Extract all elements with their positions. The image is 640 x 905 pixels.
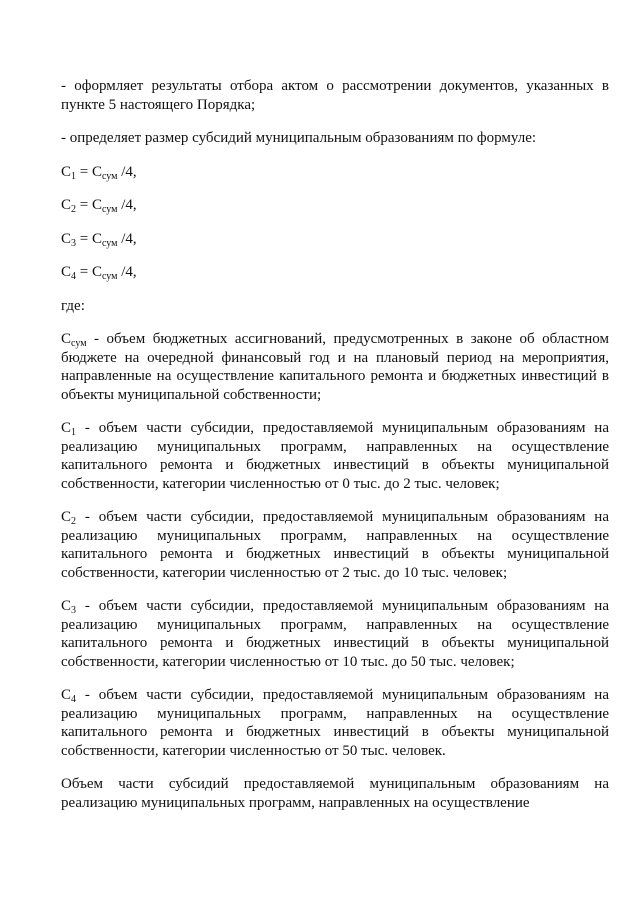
formula-line [61,196,609,215]
formula-symbol: C [61,197,72,213]
definition-text: - объем части субсидии, предоставляемой муниципальным образованиям на реализацию муниципальных программ, направленных на осуществление капитального ремонта и бюджетных инвестиций в объекты муниципальной собственности, категории численностью от 10 тыс. до 50 тыс. человек; [61,598,609,670]
formula-subscript: сум [101,170,118,182]
definition-paragraph [61,330,609,404]
formula-equals: = C [76,264,102,280]
definition-subscript: сум [71,338,87,349]
formula-subscript: 3 [71,237,77,249]
definition-symbol: C [61,509,72,525]
formula-symbol: C [61,163,72,180]
formula-subscript: сум [101,237,118,249]
definition-subscript: 3 [71,605,77,616]
formula-subscript: сум [101,204,118,215]
formula-equals: = C [76,163,102,180]
definition-text: - объем части субсидии, предоставляемой муниципальным образованиям на реализацию муниципальных программ, направленных на осуществление капитального ремонта и бюджетных инвестиций в объекты муниципальной собственности, категории численностью от 2 тыс. до 10 тыс. человек; [61,509,609,581]
formula-subscript: 4 [71,271,77,282]
definition-symbol: C [61,687,72,703]
document-body [61,77,609,827]
formula-symbol: C [61,230,72,247]
definition-symbol: C [61,598,72,614]
definition-text: - объем бюджетных ассигнований, предусмотренных в законе об областном бюджете на очередной финансовый год и на плановый период на мероприятия, направленные на осуществление капитального ремонта и бюджетных инвестиций в объекты муниципальной собственности; [61,331,609,403]
definition-paragraph [61,508,609,582]
definition-symbol: C [61,331,72,347]
formula-divisor: /4, [121,264,137,280]
definition-symbol: C [61,420,72,436]
formula-divisor: /4, [121,197,137,213]
formula-line [61,263,609,282]
formula-divisor: /4, [121,163,137,180]
formula-subscript: сум [101,271,118,282]
formula-subscript: 2 [71,204,77,215]
formula-line [61,230,609,249]
definition-subscript: 4 [71,694,77,705]
formula-divisor: /4, [121,230,137,247]
formula-subscript: 1 [71,170,77,182]
definition-paragraph [61,419,609,493]
formula-equals: = C [76,197,102,213]
paragraph-where: где: [61,297,85,314]
paragraph-formula-intro: - определяет размер субсидий муниципальным образованиям по формуле: [61,130,537,146]
definition-paragraph [61,686,609,760]
definition-subscript: 1 [71,427,77,438]
definition-text: - объем части субсидии, предоставляемой муниципальным образованиям на реализацию муниципальных программ, направленных на осуществление капитального ремонта и бюджетных инвестиций в объекты муниципальной собственности, категории численностью от 0 тыс. до 2 тыс. человек; [61,420,609,492]
formula-line [61,163,609,182]
definition-subscript: 2 [71,516,77,527]
formula-equals: = C [76,230,102,247]
paragraph-final: Объем части субсидий предоставляемой муниципальным образованиям на реализацию муниципальных программ, направленных на осуществление [61,776,609,811]
paragraph-registration: - оформляет результаты отбора актом о рассмотрении документов, указанных в пункте 5 настоящего Порядка; [61,78,609,113]
definition-paragraph [61,597,609,671]
formula-symbol: C [61,264,72,280]
definition-text: - объем части субсидии, предоставляемой муниципальным образованиям на реализацию муниципальных программ, направленных на осуществление капитального ремонта и бюджетных инвестиций в объекты муниципальной собственности, категории численностью от 50 тыс. человек. [61,687,609,759]
